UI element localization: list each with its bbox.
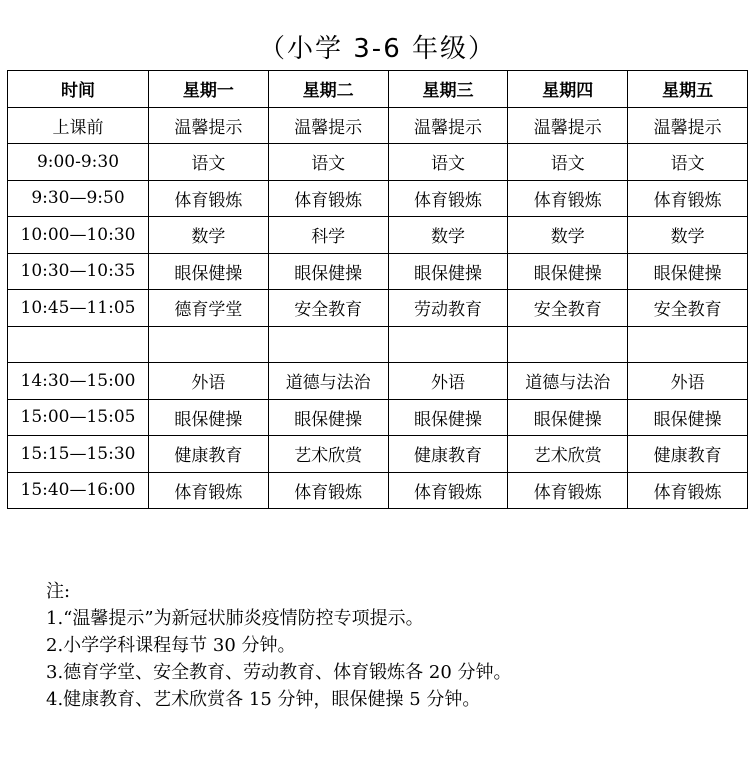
table-row <box>8 399 748 436</box>
table-row <box>8 363 748 400</box>
table-row <box>8 107 748 144</box>
lesson-cell-tuesday: 语文 <box>268 144 388 181</box>
lesson-cell-wednesday: 眼保健操 <box>388 253 508 290</box>
lesson-cell-monday: 眼保健操 <box>149 253 269 290</box>
lesson-cell-thursday: 艺术欣赏 <box>508 436 628 473</box>
lesson-cell-friday: 语文 <box>628 144 748 181</box>
table-row <box>8 326 748 363</box>
header-friday: 星期五 <box>628 71 748 108</box>
note-item: 3.德育学堂、安全教育、劳动教育、体育锻炼各 20 分钟。 <box>46 662 512 683</box>
notes-heading: 注: <box>46 581 71 602</box>
time-cell: 10:00—10:30 <box>8 217 149 254</box>
lesson-cell-thursday <box>508 326 628 363</box>
lesson-cell-friday: 体育锻炼 <box>628 180 748 217</box>
lesson-cell-monday <box>149 326 269 363</box>
lesson-cell-tuesday: 眼保健操 <box>268 253 388 290</box>
table-row <box>8 472 748 509</box>
table-header-row <box>8 71 748 108</box>
lesson-cell-tuesday: 体育锻炼 <box>268 180 388 217</box>
lesson-cell-monday: 眼保健操 <box>149 399 269 436</box>
lesson-cell-thursday: 体育锻炼 <box>508 472 628 509</box>
header-wednesday: 星期三 <box>388 71 508 108</box>
lesson-cell-friday <box>628 326 748 363</box>
time-cell: 15:00—15:05 <box>8 399 149 436</box>
table-row <box>8 436 748 473</box>
lesson-cell-wednesday <box>388 326 508 363</box>
lesson-cell-thursday: 语文 <box>508 144 628 181</box>
lesson-cell-wednesday: 体育锻炼 <box>388 472 508 509</box>
page-title: （小学 3-6 年级） <box>259 34 496 64</box>
time-cell: 15:40—16:00 <box>8 472 149 509</box>
lesson-cell-friday: 健康教育 <box>628 436 748 473</box>
lesson-cell-monday: 德育学堂 <box>149 290 269 327</box>
table-row <box>8 144 748 181</box>
lesson-cell-thursday: 安全教育 <box>508 290 628 327</box>
lesson-cell-tuesday: 安全教育 <box>268 290 388 327</box>
lesson-cell-wednesday: 体育锻炼 <box>388 180 508 217</box>
lesson-cell-thursday: 数学 <box>508 217 628 254</box>
lesson-cell-tuesday: 科学 <box>268 217 388 254</box>
header-monday: 星期一 <box>149 71 269 108</box>
table-row <box>8 290 748 327</box>
header-time: 时间 <box>8 71 149 108</box>
note-item: 1.“温馨提示”为新冠状肺炎疫情防控专项提示。 <box>46 608 424 629</box>
lesson-cell-wednesday: 温馨提示 <box>388 107 508 144</box>
time-cell: 9:00-9:30 <box>8 144 149 181</box>
lesson-cell-wednesday: 外语 <box>388 363 508 400</box>
lesson-cell-monday: 外语 <box>149 363 269 400</box>
table-row <box>8 253 748 290</box>
lesson-cell-monday: 健康教育 <box>149 436 269 473</box>
lesson-cell-friday: 体育锻炼 <box>628 472 748 509</box>
lesson-cell-tuesday: 体育锻炼 <box>268 472 388 509</box>
lesson-cell-wednesday: 劳动教育 <box>388 290 508 327</box>
time-cell: 10:30—10:35 <box>8 253 149 290</box>
note-item: 2.小学学科课程每节 30 分钟。 <box>46 635 296 656</box>
time-cell: 上课前 <box>8 107 149 144</box>
lesson-cell-tuesday: 温馨提示 <box>268 107 388 144</box>
lesson-cell-wednesday: 语文 <box>388 144 508 181</box>
lesson-cell-tuesday <box>268 326 388 363</box>
time-cell: 15:15—15:30 <box>8 436 149 473</box>
notes-section <box>46 578 512 713</box>
time-cell: 9:30—9:50 <box>8 180 149 217</box>
header-thursday: 星期四 <box>508 71 628 108</box>
lesson-cell-thursday: 温馨提示 <box>508 107 628 144</box>
lesson-cell-thursday: 道德与法治 <box>508 363 628 400</box>
lesson-cell-tuesday: 艺术欣赏 <box>268 436 388 473</box>
schedule-table <box>7 70 748 509</box>
lesson-cell-tuesday: 道德与法治 <box>268 363 388 400</box>
lesson-cell-monday: 数学 <box>149 217 269 254</box>
lesson-cell-monday: 体育锻炼 <box>149 180 269 217</box>
lesson-cell-friday: 外语 <box>628 363 748 400</box>
lesson-cell-monday: 温馨提示 <box>149 107 269 144</box>
lesson-cell-friday: 眼保健操 <box>628 253 748 290</box>
table-row <box>8 217 748 254</box>
lesson-cell-friday: 安全教育 <box>628 290 748 327</box>
lesson-cell-wednesday: 眼保健操 <box>388 399 508 436</box>
time-cell: 14:30—15:00 <box>8 363 149 400</box>
lesson-cell-monday: 语文 <box>149 144 269 181</box>
table-row <box>8 180 748 217</box>
time-cell: 10:45—11:05 <box>8 290 149 327</box>
lesson-cell-thursday: 体育锻炼 <box>508 180 628 217</box>
lesson-cell-thursday: 眼保健操 <box>508 399 628 436</box>
lesson-cell-tuesday: 眼保健操 <box>268 399 388 436</box>
lesson-cell-thursday: 眼保健操 <box>508 253 628 290</box>
note-item: 4.健康教育、艺术欣赏各 15 分钟，眼保健操 5 分钟。 <box>46 689 481 710</box>
time-cell <box>8 326 149 363</box>
lesson-cell-wednesday: 健康教育 <box>388 436 508 473</box>
header-tuesday: 星期二 <box>268 71 388 108</box>
lesson-cell-friday: 数学 <box>628 217 748 254</box>
lesson-cell-wednesday: 数学 <box>388 217 508 254</box>
lesson-cell-friday: 眼保健操 <box>628 399 748 436</box>
lesson-cell-monday: 体育锻炼 <box>149 472 269 509</box>
lesson-cell-friday: 温馨提示 <box>628 107 748 144</box>
